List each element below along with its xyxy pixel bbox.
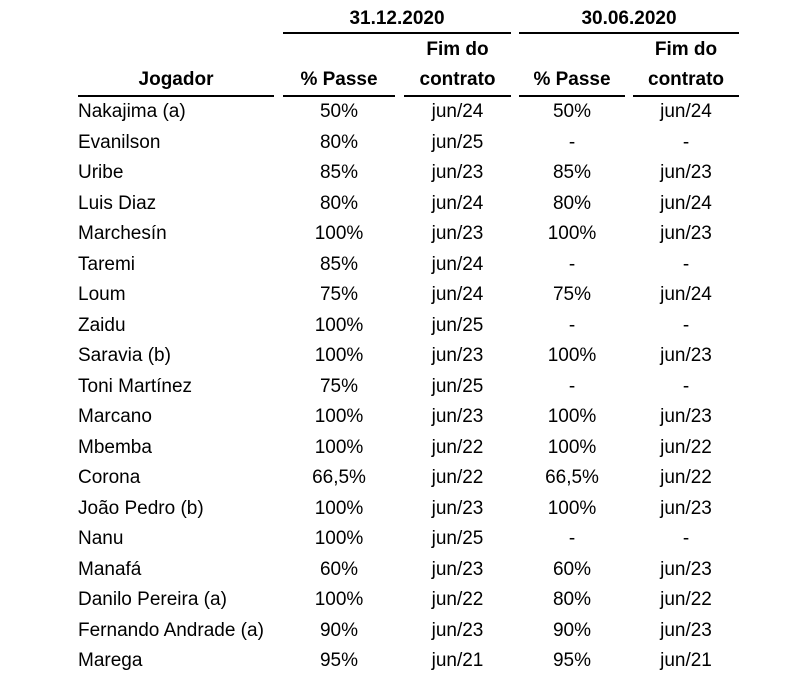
pass-pct-2020-12-31: 66,5% <box>312 467 366 488</box>
pass-pct-2020-12-31: 100% <box>314 589 364 610</box>
table-row <box>0 616 798 647</box>
player-name: Saravia (b) <box>78 345 171 366</box>
contract-end-2020-06-30: - <box>682 375 690 397</box>
contract-end-2020-12-31: jun/25 <box>431 528 484 549</box>
pass-pct-2020-12-31: 85% <box>319 253 359 275</box>
contract-end-2020-12-31: jun/22 <box>431 589 484 610</box>
pass-pct-2020-12-31: 95% <box>319 650 359 671</box>
pass-pct-2020-06-30: 50% <box>552 101 592 122</box>
contract-end-2020-06-30: jun/22 <box>660 589 712 610</box>
pass-pct-2020-06-30: 95% <box>552 650 592 671</box>
player-name: Loum <box>78 284 126 305</box>
player-name: Nakajima (a) <box>78 101 186 122</box>
pass-pct-2020-06-30: 80% <box>552 192 592 214</box>
pass-pct-2020-06-30: 80% <box>552 589 592 610</box>
contract-end-2020-12-31: jun/23 <box>431 345 484 366</box>
pass-pct-2020-06-30: 90% <box>552 619 592 641</box>
contract-end-2020-12-31: jun/22 <box>431 436 484 458</box>
pass-pct-2020-06-30: - <box>568 253 576 275</box>
contract-end-2020-06-30: jun/23 <box>660 223 712 244</box>
period-divider <box>519 32 739 34</box>
pass-pct-2020-12-31: 100% <box>314 223 364 244</box>
period-divider <box>283 32 511 34</box>
player-name: Taremi <box>78 253 136 275</box>
contract-end-2020-06-30: jun/22 <box>660 436 712 458</box>
contract-end-2020-06-30: jun/23 <box>660 558 712 580</box>
table-row <box>0 433 798 464</box>
contract-end-2020-12-31: jun/24 <box>431 192 484 214</box>
contract-end-2020-06-30: jun/24 <box>660 101 712 122</box>
contract-end-2020-12-31: jun/23 <box>431 619 484 641</box>
contract-end-2020-12-31: jun/25 <box>431 314 484 336</box>
pass-pct-2020-06-30: 100% <box>547 345 597 366</box>
contract-end-2020-06-30: - <box>682 131 690 153</box>
player-name: Manafá <box>78 558 142 580</box>
contract-end-2020-06-30: jun/23 <box>660 497 712 519</box>
pass-pct-2020-12-31: 80% <box>319 131 359 153</box>
contract-end-2020-06-30: jun/24 <box>660 192 712 214</box>
pass-pct-2020-12-31: 100% <box>314 314 364 336</box>
pass-pct-2020-12-31: 75% <box>319 284 359 305</box>
pass-pct-2020-12-31: 100% <box>314 406 364 427</box>
contract-end-2020-12-31: jun/23 <box>431 558 484 580</box>
player-name: Zaidu <box>78 314 126 336</box>
player-name: Marcano <box>78 406 152 427</box>
pass-pct-2020-12-31: 100% <box>314 497 364 519</box>
table-row <box>0 646 798 677</box>
player-name: Danilo Pereira (a) <box>78 589 227 610</box>
contract-end-2020-12-31: jun/25 <box>431 375 484 397</box>
player-name: Nanu <box>78 528 124 549</box>
contract-end-2020-06-30: jun/23 <box>660 345 712 366</box>
contract-end-2020-06-30: - <box>682 253 690 275</box>
player-name: Fernando Andrade (a) <box>78 619 264 641</box>
column-header-contract-end-line2: contrato <box>648 69 724 90</box>
column-header-contract-end-line1: Fim do <box>426 39 489 60</box>
contract-end-2020-06-30: - <box>682 528 690 549</box>
column-header-contract-end-line2: contrato <box>419 69 496 90</box>
pass-pct-2020-06-30: 85% <box>552 162 592 183</box>
table-body <box>0 97 798 677</box>
pass-pct-2020-06-30: 66,5% <box>545 467 599 488</box>
contract-end-2020-12-31: jun/24 <box>431 284 484 305</box>
contract-end-2020-12-31: jun/23 <box>431 497 484 519</box>
table-row <box>0 250 798 281</box>
pass-pct-2020-12-31: 100% <box>314 345 364 366</box>
contract-end-2020-12-31: jun/24 <box>431 101 484 122</box>
pass-pct-2020-12-31: 80% <box>319 192 359 214</box>
contract-end-2020-12-31: jun/23 <box>431 223 484 244</box>
contract-end-2020-06-30: jun/23 <box>660 406 712 427</box>
player-name: Marega <box>78 650 143 671</box>
table-row <box>0 311 798 342</box>
table-row <box>0 341 798 372</box>
table-row <box>0 463 798 494</box>
pass-pct-2020-06-30: - <box>568 314 576 336</box>
contract-end-2020-12-31: jun/23 <box>431 406 484 427</box>
pass-pct-2020-06-30: 75% <box>552 284 592 305</box>
player-name: João Pedro (b) <box>78 497 204 519</box>
pass-pct-2020-12-31: 50% <box>319 101 359 122</box>
contract-end-2020-12-31: jun/21 <box>431 650 484 671</box>
pass-pct-2020-06-30: - <box>568 528 576 549</box>
contract-end-2020-06-30: jun/23 <box>660 162 712 183</box>
contract-end-2020-06-30: jun/21 <box>660 650 712 671</box>
pass-pct-2020-12-31: 75% <box>319 375 359 397</box>
contract-end-2020-06-30: jun/22 <box>660 467 712 488</box>
pass-pct-2020-06-30: 100% <box>547 436 597 458</box>
table-row <box>0 372 798 403</box>
pass-pct-2020-06-30: - <box>568 375 576 397</box>
table-row <box>0 128 798 159</box>
table-row <box>0 494 798 525</box>
player-name: Uribe <box>78 162 124 183</box>
contract-end-2020-06-30: - <box>682 314 690 336</box>
table-row <box>0 555 798 586</box>
contract-end-2020-12-31: jun/23 <box>431 162 484 183</box>
column-header-contract-end-line1: Fim do <box>654 39 718 60</box>
pass-pct-2020-12-31: 85% <box>319 162 359 183</box>
column-header-player: Jogador <box>138 69 214 90</box>
table-row <box>0 402 798 433</box>
table-row <box>0 219 798 250</box>
table-row <box>0 97 798 128</box>
pass-pct-2020-06-30: - <box>568 131 576 153</box>
pass-pct-2020-06-30: 100% <box>547 223 597 244</box>
player-name: Corona <box>78 467 141 488</box>
pass-pct-2020-06-30: 100% <box>547 497 597 519</box>
contract-end-2020-06-30: jun/24 <box>660 284 712 305</box>
contract-end-2020-12-31: jun/24 <box>431 253 484 275</box>
column-header-pass-pct: % Passe <box>533 69 611 90</box>
pass-pct-2020-06-30: 100% <box>547 406 597 427</box>
period-header-2020-12-31: 31.12.2020 <box>349 8 445 29</box>
pass-pct-2020-12-31: 100% <box>314 436 364 458</box>
contract-end-2020-06-30: jun/23 <box>660 619 712 641</box>
table-row <box>0 585 798 616</box>
pass-pct-2020-06-30: 60% <box>552 558 592 580</box>
contract-end-2020-12-31: jun/25 <box>431 131 484 153</box>
period-header-2020-06-30: 30.06.2020 <box>581 8 677 29</box>
table-row <box>0 189 798 220</box>
pass-pct-2020-12-31: 60% <box>319 558 359 580</box>
table-row <box>0 524 798 555</box>
player-name: Mbemba <box>78 436 152 458</box>
pass-pct-2020-12-31: 100% <box>314 528 364 549</box>
pass-pct-2020-12-31: 90% <box>319 619 359 641</box>
table-row <box>0 158 798 189</box>
table-row <box>0 280 798 311</box>
player-name: Evanilson <box>78 131 161 153</box>
player-name: Marchesín <box>78 223 167 244</box>
player-name: Luis Diaz <box>78 192 157 214</box>
column-header-pass-pct: % Passe <box>300 69 378 90</box>
contract-end-2020-12-31: jun/22 <box>431 467 484 488</box>
player-name: Toni Martínez <box>78 375 193 397</box>
